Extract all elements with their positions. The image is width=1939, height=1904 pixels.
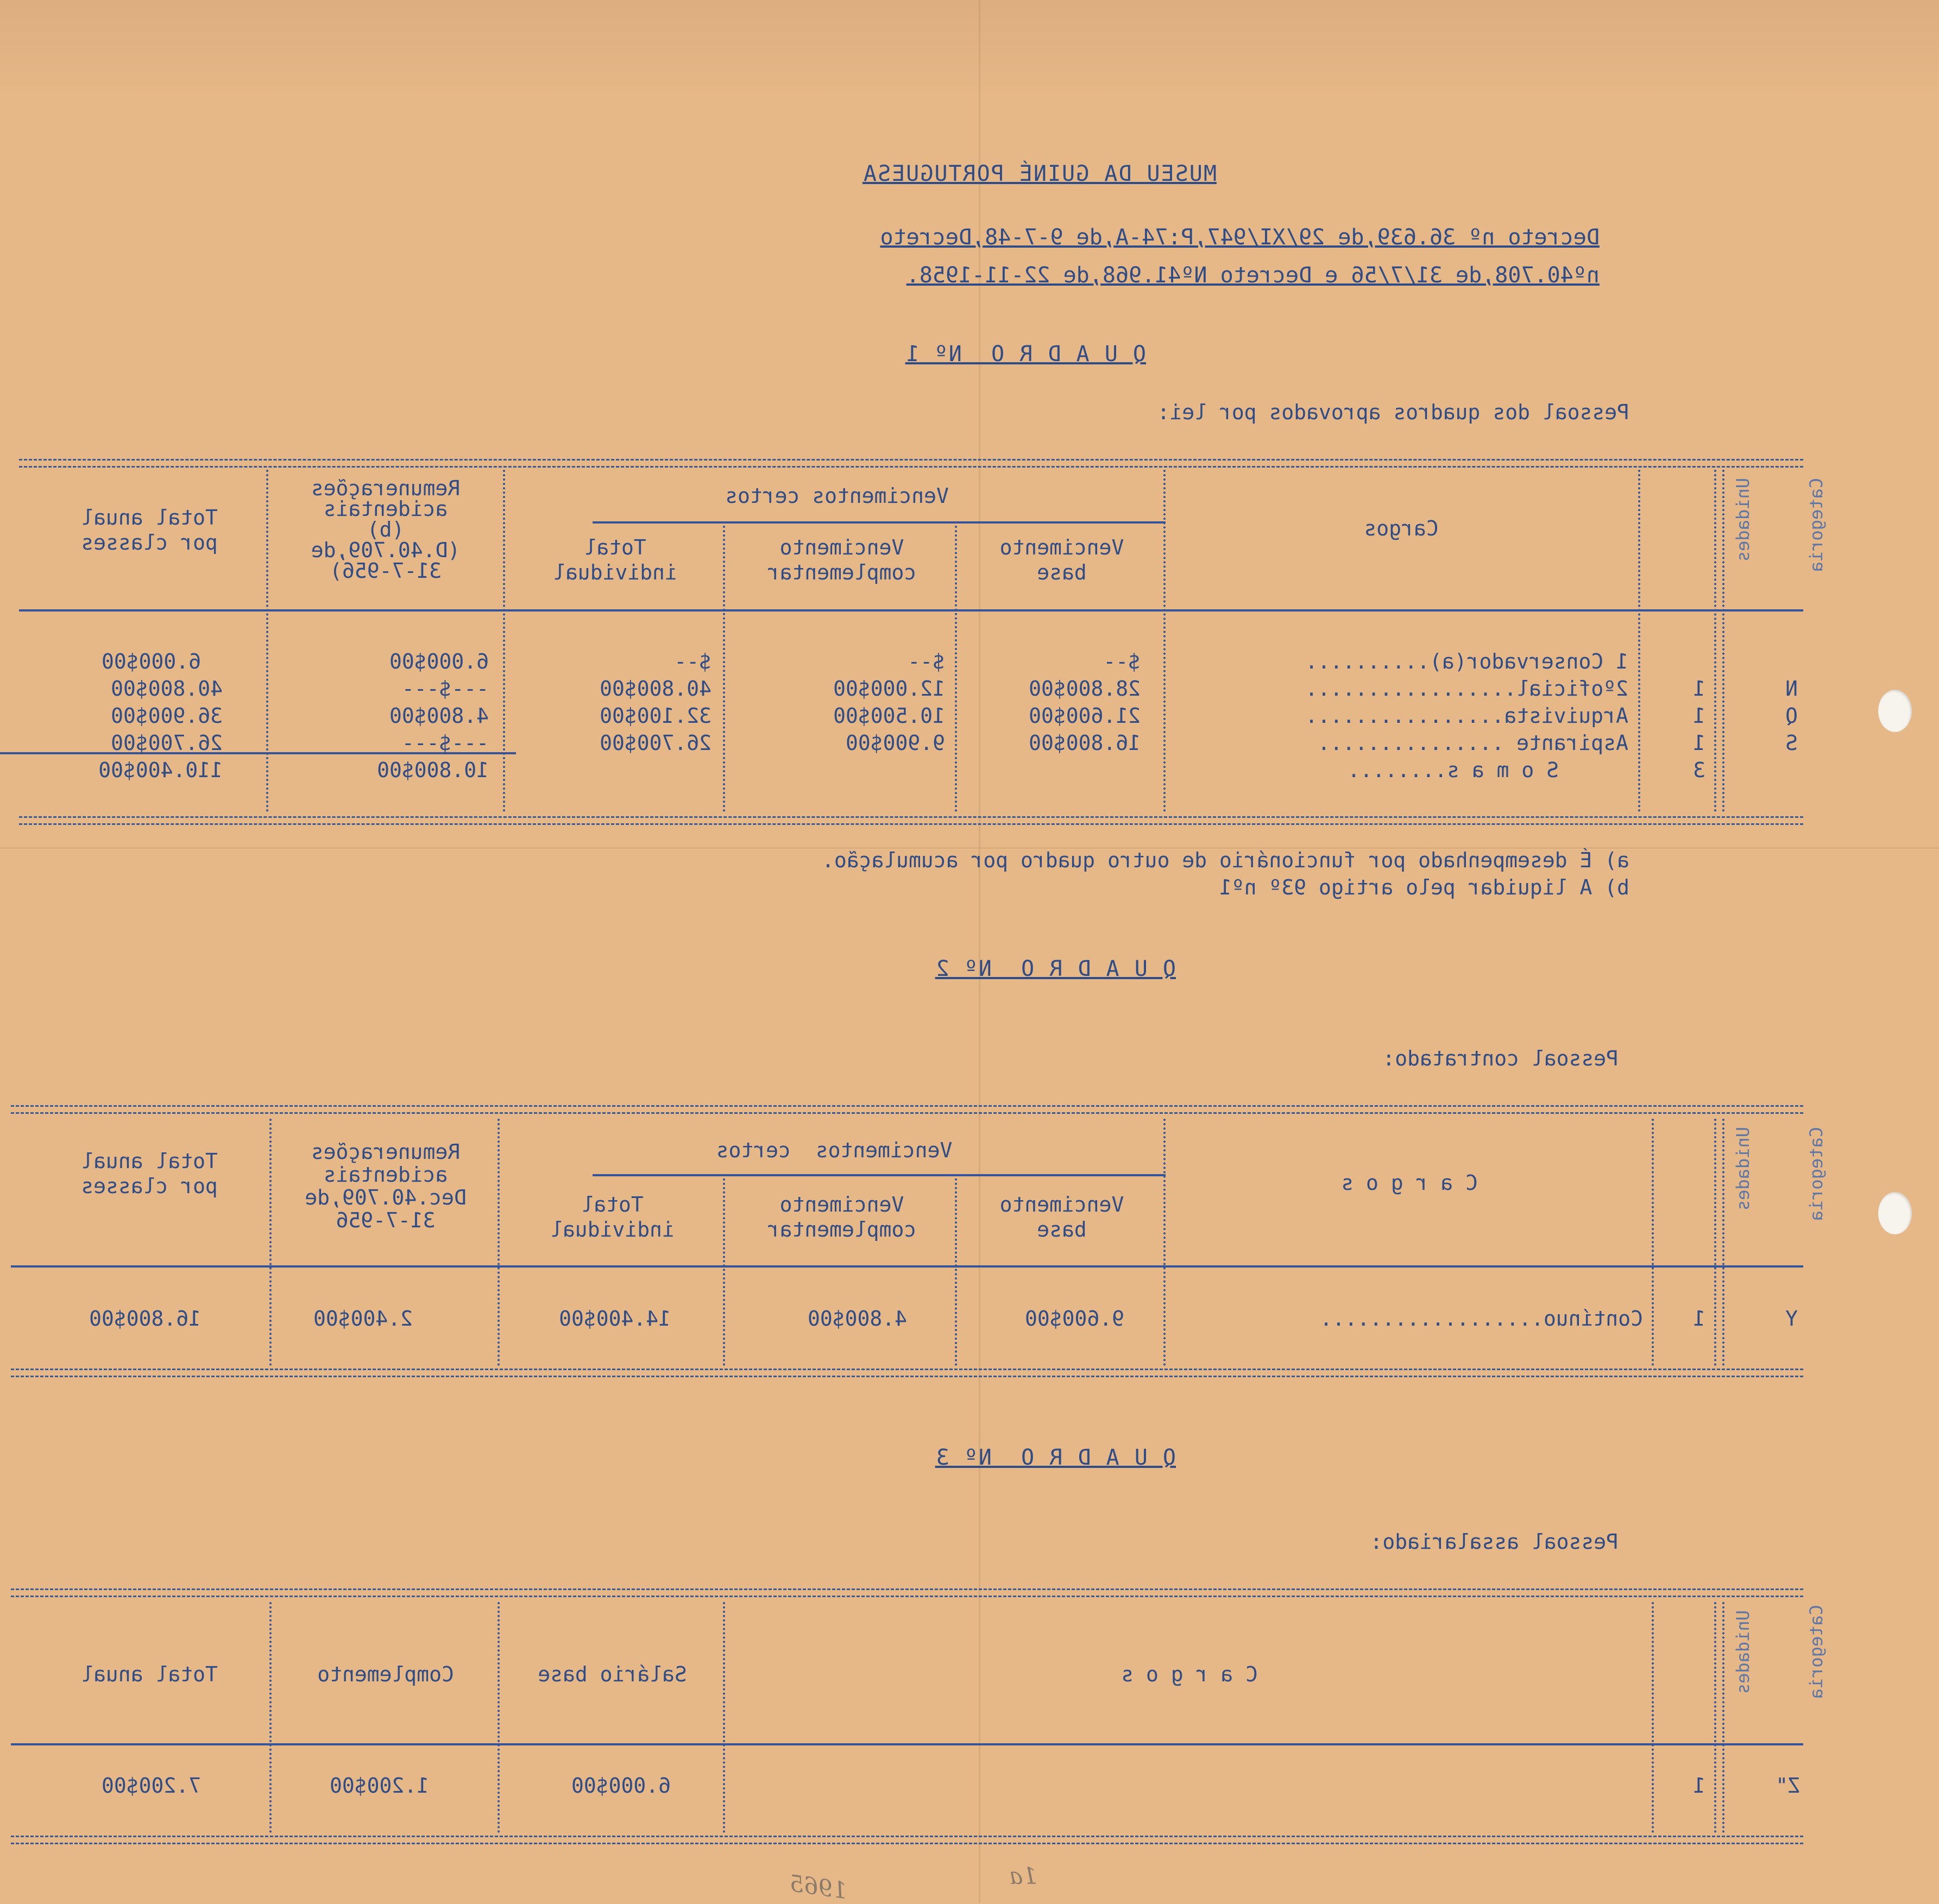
cell-cargo: 2ºoficial................. — [1305, 677, 1628, 701]
header-total-individual: Total individual — [553, 535, 677, 584]
cell-cargo: 1 Conservador(a).......... — [1305, 650, 1628, 673]
table-header-rule — [11, 1265, 1803, 1268]
col-divider — [1714, 1602, 1716, 1833]
cell-total: $-- — [674, 650, 712, 673]
cell-base: $-- — [1103, 650, 1141, 673]
cell-cargo: Contínuo.................. — [1320, 1307, 1643, 1331]
quadro2-title: Q U A D R O Nº 2 — [935, 956, 1176, 981]
col-divider — [1722, 470, 1724, 812]
header-vencimentos-certos: Vencimentos certos — [725, 484, 949, 508]
col-divider — [723, 1602, 725, 1833]
cell-total: 26.700$00 — [600, 731, 712, 755]
col-divider — [269, 1119, 272, 1366]
col-divider — [1638, 470, 1640, 812]
col-divider — [1652, 1602, 1654, 1833]
cell-anual: 36.900$00 — [111, 704, 223, 728]
punch-hole — [1878, 1192, 1912, 1234]
col-divider — [498, 1119, 500, 1366]
quadro1-subtitle: Pessoal dos quadros aprovados por lei: — [1157, 400, 1629, 424]
decree-line-2: nº40.708,de 31/7/56 e Decreto Nº41.968,de 22-11-1958. — [906, 263, 1600, 288]
quadro3-title: Q U A D R O Nº 3 — [935, 1445, 1176, 1470]
header-vencimento-complementar: Vencimento complementar — [767, 1193, 917, 1241]
header-vencimento-complementar: Vencimento complementar — [767, 535, 917, 584]
header-cargos: C a r g o s — [1121, 1662, 1258, 1686]
table-bottom-rule — [11, 1369, 1803, 1377]
pencil-note-right: 1965 — [788, 1869, 849, 1904]
col-divider — [266, 470, 268, 812]
cell-cargo: Aspirante ............... — [1318, 731, 1628, 755]
header-total-anual: Total anual por classes — [81, 506, 218, 554]
table-top-rule — [11, 1105, 1803, 1114]
cell-anual: 40.800$00 — [111, 677, 223, 701]
cell-unidades: 1 — [1693, 1774, 1705, 1798]
cell-remun: 6.000$00 — [389, 650, 489, 673]
col-divider — [1652, 1119, 1654, 1366]
cell-compl: 10.500$00 — [833, 704, 945, 728]
header-total-anual: Total anual por classes — [81, 1149, 218, 1198]
cell-unidades: 1 — [1693, 677, 1705, 701]
punch-hole — [1878, 690, 1912, 732]
pencil-note-left: 1a — [1009, 1863, 1037, 1889]
col-divider — [269, 1602, 272, 1833]
header-cargos: C a r g o s — [1341, 1171, 1478, 1195]
table-top-rule — [11, 1588, 1803, 1597]
cell-total: 40.800$00 — [600, 677, 712, 701]
cell-anual: 7.200$00 — [101, 1774, 201, 1798]
col-divider — [1722, 1119, 1724, 1366]
quadro1-title: Q U A D R O Nº 1 — [905, 342, 1146, 367]
header-categoria: Categoria — [1806, 1605, 1827, 1699]
header-categoria: Categoria — [1806, 478, 1827, 572]
cell-cargo: Arquivista................ — [1305, 704, 1628, 728]
header-unidades: Unidades — [1733, 1127, 1753, 1211]
cell-complemento: 1.200$00 — [329, 1774, 429, 1798]
cell-categoria: S — [1785, 731, 1798, 755]
cell-unidades: 3 — [1693, 758, 1705, 782]
header-unidades: Unidades — [1733, 1610, 1753, 1694]
header-vencimentos-certos: Vencimentos certos — [716, 1138, 953, 1162]
table-bottom-rule — [19, 816, 1803, 825]
quadro2-subtitle: Pessoal contratado: — [1382, 1046, 1619, 1070]
cell-remun: 4.800$00 — [389, 704, 489, 728]
cell-total: 14.400$00 — [559, 1307, 671, 1331]
header-vencimento-base: Vencimento base — [999, 535, 1124, 584]
col-divider — [1714, 470, 1716, 812]
quadro3-subtitle: Pessoal assalariado: — [1370, 1530, 1619, 1554]
museum-title: MUSEU DA GUINÉ PORTUGUESA — [862, 161, 1217, 186]
cell-anual: 110.400$00 — [98, 758, 223, 782]
cell-anual: 16.800$00 — [89, 1307, 201, 1331]
cell-remun: 2.400$00 — [313, 1307, 413, 1331]
cell-categoria: Q — [1785, 704, 1798, 728]
cell-total: 32.100$00 — [600, 704, 712, 728]
cell-unidades: 1 — [1693, 731, 1705, 755]
col-divider — [723, 521, 725, 812]
cell-base: 21.600$00 — [1029, 704, 1141, 728]
cell-categoria: Z" — [1776, 1774, 1800, 1798]
vencimentos-rule — [593, 1174, 1166, 1176]
header-total-individual: Total individual — [550, 1193, 675, 1241]
note-b: b) A liquidar pelo artigo 93º nº1 — [1219, 875, 1629, 899]
vencimentos-rule — [593, 521, 1166, 524]
header-total-anual: Total anual — [81, 1662, 218, 1686]
col-divider — [1714, 1119, 1716, 1366]
cell-salario: 6.000$00 — [571, 1774, 671, 1798]
header-vencimento-base: Vencimento base — [999, 1193, 1124, 1241]
paper-top-edge — [0, 0, 1939, 98]
cell-categoria: Y — [1785, 1307, 1798, 1331]
cell-remun: ---$--- — [401, 677, 489, 701]
col-divider — [1722, 1602, 1724, 1833]
header-salario-base: Salário base — [538, 1662, 687, 1686]
cell-base: 9.600$00 — [1024, 1307, 1124, 1331]
cell-unidades: 1 — [1693, 704, 1705, 728]
header-remuneracoes: Remunerações acidentais (b) (D.40.709,de 31-7-956) — [311, 476, 461, 583]
header-unidades: Unidades — [1733, 478, 1753, 562]
decree-line-1: Decreto nº 36.639,de 29/XI/947,P:74-A,de 9-7-48,Decreto — [880, 225, 1600, 250]
col-divider — [723, 1174, 725, 1366]
cell-compl: 12.000$00 — [833, 677, 945, 701]
col-divider — [498, 1602, 500, 1833]
col-divider — [1163, 470, 1166, 812]
table-header-rule — [19, 609, 1803, 611]
col-divider — [503, 470, 505, 812]
header-cargos: Cargos — [1364, 516, 1439, 540]
cell-compl: $-- — [908, 650, 945, 673]
cell-categoria: N — [1785, 677, 1798, 701]
cell-anual: 26.700$00 — [111, 731, 223, 755]
cell-base: 16.800$00 — [1029, 731, 1141, 755]
header-complemento: Complemento — [317, 1662, 454, 1686]
cell-anual: 6.000$00 — [101, 650, 201, 673]
table-top-rule — [19, 459, 1803, 468]
header-categoria: Categoria — [1806, 1127, 1827, 1221]
cell-compl: 9.900$00 — [845, 731, 945, 755]
table-header-rule — [11, 1743, 1803, 1745]
cell-remun: ---$--- — [401, 731, 489, 755]
table-bottom-rule — [11, 1836, 1803, 1844]
cell-cargo: S o m a s........ — [1348, 758, 1559, 782]
cell-base: 28.800$00 — [1029, 677, 1141, 701]
cell-remun: 10.800$00 — [377, 758, 489, 782]
header-remuneracoes: Remunerações acidentais Dec.40.709,de 31-7-956 — [305, 1140, 467, 1232]
cell-compl: 4.800$00 — [807, 1307, 907, 1331]
cell-unidades: 1 — [1693, 1307, 1705, 1331]
note-a: a) É desempenhado por funcionário de outro quadro por acumulação. — [821, 848, 1629, 872]
